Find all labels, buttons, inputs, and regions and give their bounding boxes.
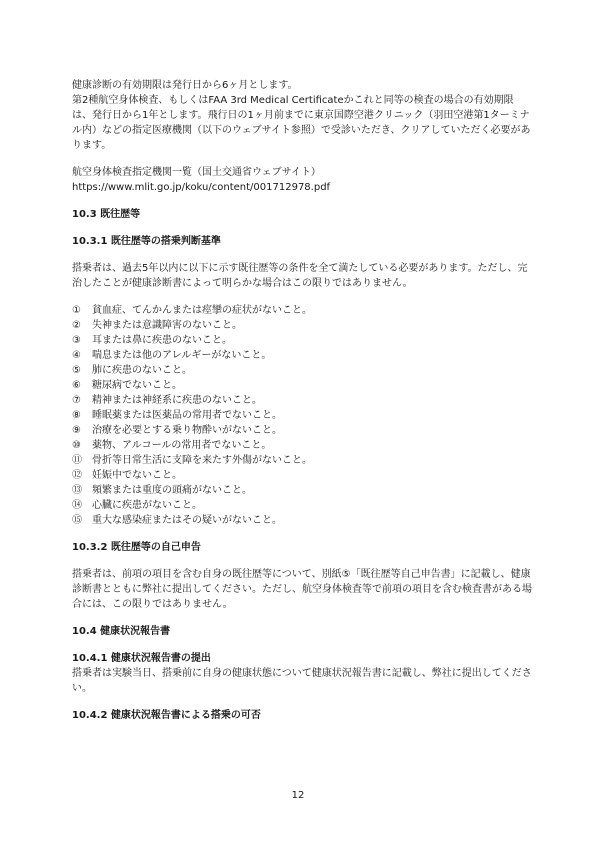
document-page: [72, 78, 532, 723]
list-item: [72, 303, 532, 318]
list-item-number: ⑦: [72, 395, 81, 406]
list-item-number: ⑨: [72, 425, 81, 436]
list-item: [72, 363, 532, 378]
list-item-number: ⑫: [72, 470, 82, 481]
list-item-text: 薬物、アルコールの常用者でないこと。: [92, 440, 272, 451]
list-item-number: ①: [72, 305, 81, 316]
page-number: 12: [291, 790, 305, 801]
list-item-number: ③: [72, 335, 81, 346]
list-item-text: 治療を必要とする乗り物酔いがないこと。: [92, 425, 282, 436]
criteria-list: [72, 303, 532, 528]
list-item-text: 肺に疾患のないこと。: [92, 365, 192, 376]
subsection-heading-10-4-1: 10.4.1 健康状況報告書の提出: [72, 653, 211, 664]
list-item-text: 睡眠薬または医薬品の常用者でないこと。: [92, 410, 282, 421]
list-item-number: ⑩: [72, 440, 81, 451]
list-item: [72, 483, 532, 498]
list-item: [72, 423, 532, 438]
link-title: 航空身体検査指定機関一覧（国土交通省ウェブサイト）: [72, 167, 321, 178]
list-item-text: 耳または鼻に疾患のないこと。: [92, 335, 232, 346]
list-item: [72, 513, 532, 528]
list-item-number: ②: [72, 320, 81, 331]
list-item-number: ⑭: [72, 500, 82, 511]
list-item: [72, 408, 532, 423]
list-item-number: ⑮: [72, 515, 82, 526]
list-item: [72, 348, 532, 363]
section-heading-10-3: 10.3 既往歴等: [72, 209, 141, 220]
list-item-text: 妊娠中でないこと。: [92, 470, 182, 481]
list-item: [72, 498, 532, 513]
list-item-number: ⑧: [72, 410, 81, 421]
list-item-number: ⑪: [72, 455, 82, 466]
list-item-text: 頻繁または重度の頭痛がないこと。: [92, 485, 252, 496]
list-item-number: ④: [72, 350, 81, 361]
subsection-body-10-4-1: 搭乗者は実験当日、搭乗前に自身の健康状態について健康状況報告書に記載し、弊社に提出してください。: [72, 668, 532, 694]
list-item: [72, 333, 532, 348]
list-item-text: 失神または意識障害のないこと。: [92, 320, 242, 331]
list-item-text: 精神または神経系に疾患のないこと。: [92, 395, 262, 406]
subsection-heading-10-4-2: 10.4.2 健康状況報告書による搭乗の可否: [72, 710, 261, 721]
list-item-number: ⑬: [72, 485, 82, 496]
list-item-text: 重大な感染症またはその疑いがないこと。: [92, 515, 282, 526]
subsection-body-10-3-1: 搭乗者は、過去5年以内に以下に示す既往歴等の条件を全て満たしている必要があります。ただし、完治したことが健康診断書によって明らかな場合はこの限りではありません。: [72, 263, 528, 289]
subsection-heading-10-3-2: 10.3.2 既往歴等の自己申告: [72, 542, 201, 553]
list-item-text: 糖尿病でないこと。: [92, 380, 182, 391]
list-item: [72, 318, 532, 333]
section-heading-10-4: 10.4 健康状況報告書: [72, 626, 171, 637]
link-url[interactable]: https://www.mlit.go.jp/koku/content/001712978.pdf: [72, 182, 331, 193]
list-item-text: 骨折等日常生活に支障を来たす外傷がないこと。: [92, 455, 312, 466]
intro-paragraph-1: 健康診断の有効期限は発行日から6ヶ月とします。: [72, 80, 298, 91]
list-item: [72, 378, 532, 393]
list-item-text: 貧血症、てんかんまたは痙攣の症状がないこと。: [92, 305, 312, 316]
subsection-body-10-3-2: 搭乗者は、前項の項目を含む自身の既往歴等について、別紙⑤「既往歴等自己申告書」に記載し、健康診断書とともに弊社に提出してください。ただし、航空身体検査等で前項の項目を含む検査書がある場合には、この限りではありません。: [72, 569, 532, 610]
list-item: [72, 393, 532, 408]
list-item-number: ⑥: [72, 380, 81, 391]
intro-paragraph-2: 第2種航空身体検査、もしくはFAA 3rd Medical Certificateかこれと同等の検査の場合の有効期限は、発行日から1年とします。飛行日の1ヶ月前までに東京国際空港クリニック（羽田空港第1ターミナル内）などの指定医療機関（以下のウェブサイト参照）で受診いただき、クリアしていただく必要があります。: [72, 95, 531, 151]
subsection-heading-10-3-1: 10.3.1 既往歴等の搭乗判断基準: [72, 236, 221, 247]
list-item-text: 喘息または他のアレルギーがないこと。: [92, 350, 272, 361]
list-item-number: ⑤: [72, 365, 81, 376]
list-item: [72, 438, 532, 453]
list-item-text: 心臓に疾患がないこと。: [92, 500, 202, 511]
list-item: [72, 468, 532, 483]
list-item: [72, 453, 532, 468]
